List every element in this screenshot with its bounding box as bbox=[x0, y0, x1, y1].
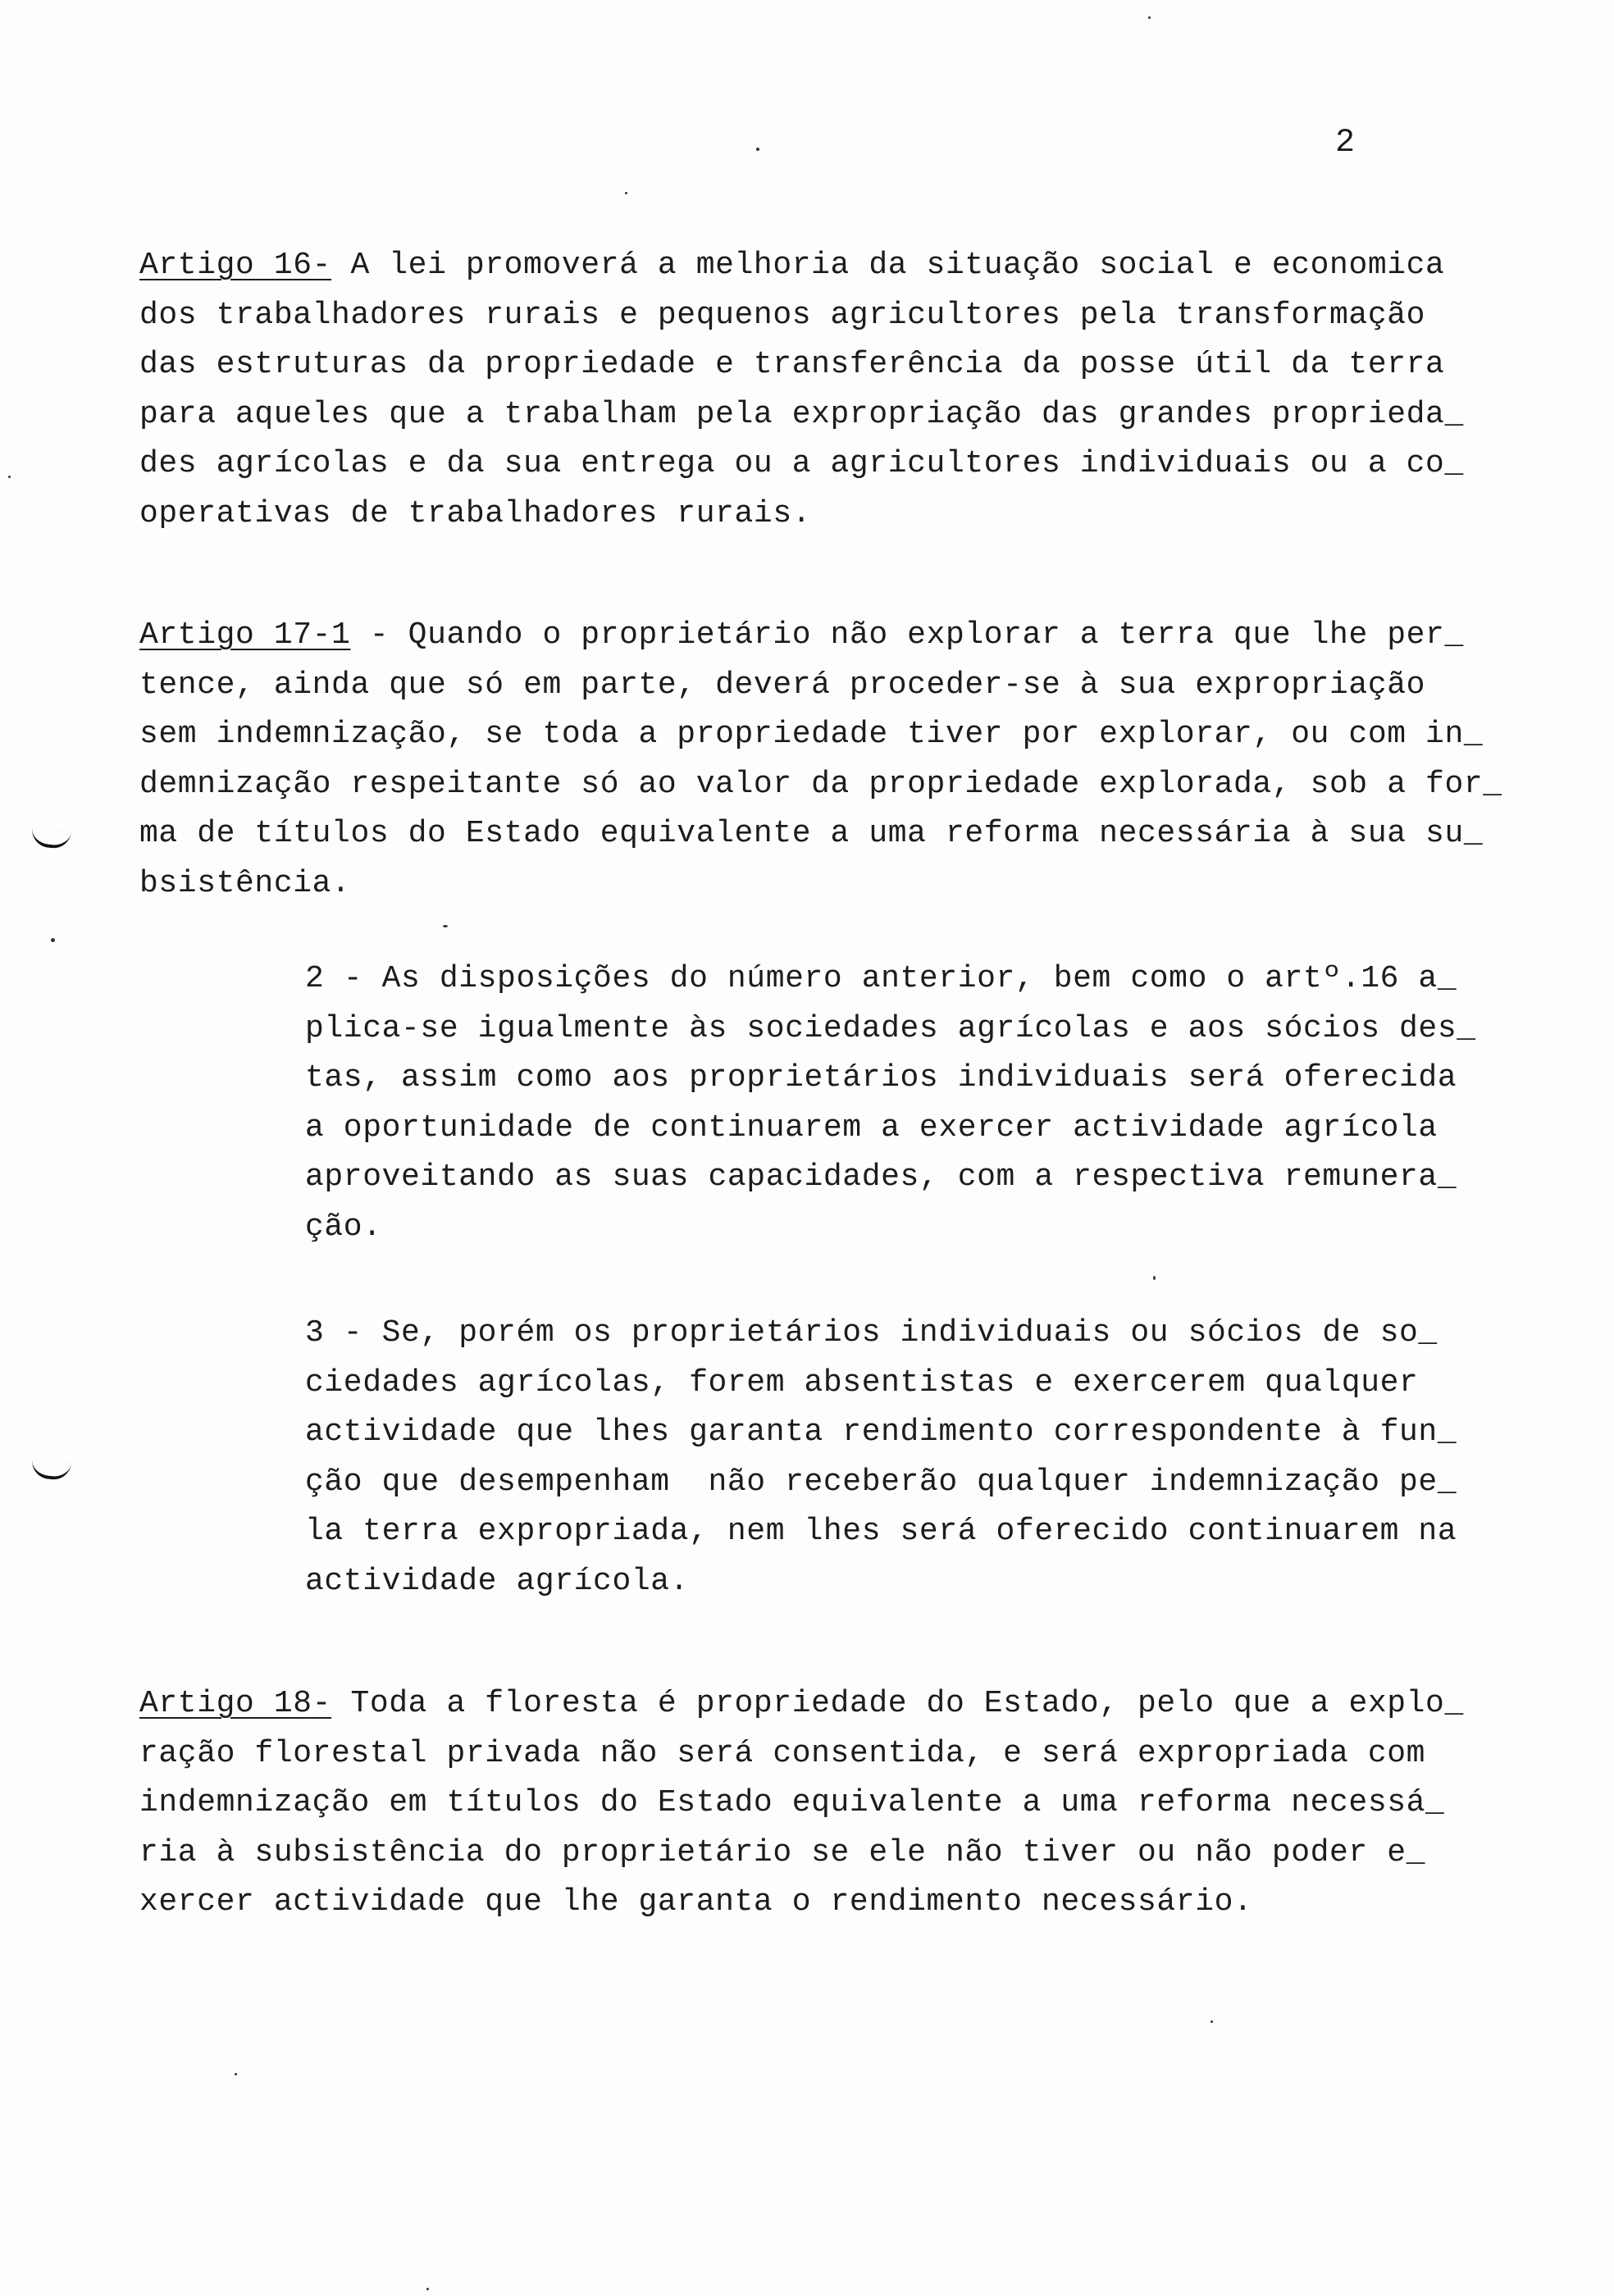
scan-speck bbox=[625, 192, 627, 194]
paragraph-3-line: ção que desempenham não receberão qualquer indemnização pe_ bbox=[305, 1464, 1457, 1500]
article-16-line: operativas de trabalhadores rurais. bbox=[139, 495, 812, 531]
article-18-line: ração florestal privada não será consentida, e será expropriada com bbox=[139, 1735, 1426, 1771]
article-18-line: ria à subsistência do proprietário se ele não tiver ou não poder e_ bbox=[139, 1834, 1426, 1870]
article-17-heading: Artigo 17-1 bbox=[139, 617, 351, 653]
article-17-paragraph-3 bbox=[305, 1309, 1568, 1606]
scan-speck bbox=[426, 2288, 429, 2290]
paragraph-2-line: tas, assim como aos proprietários individuais será oferecida bbox=[305, 1060, 1457, 1096]
article-17-first-line-text: - Quando o proprietário não explorar a terra que lhe per_ bbox=[350, 617, 1464, 653]
paragraph-3-line: 3 - Se, porém os proprietários individuais ou sócios de so_ bbox=[305, 1315, 1438, 1351]
article-17-line: bsistência. bbox=[139, 865, 351, 901]
paragraph-2-line: plica-se igualmente às sociedades agrícolas e aos sócios des_ bbox=[305, 1010, 1476, 1046]
article-16-first-line bbox=[139, 241, 1566, 291]
article-16-line: para aqueles que a trabalham pela expropriação das grandes proprieda_ bbox=[139, 396, 1464, 432]
article-16 bbox=[139, 241, 1566, 539]
article-16-line: dos trabalhadores rurais e pequenos agricultores pela transformação bbox=[139, 297, 1426, 333]
paragraph-3-line: actividade agrícola. bbox=[305, 1563, 690, 1599]
article-18-line: xercer actividade que lhe garanta o rendimento necessário. bbox=[139, 1884, 1253, 1920]
article-18-heading: Artigo 18- bbox=[139, 1686, 332, 1721]
article-18 bbox=[139, 1679, 1566, 1928]
scan-speck bbox=[51, 938, 55, 942]
scan-speck bbox=[8, 476, 11, 478]
article-18-line: indemnização em títulos do Estado equivalente a uma reforma necessá_ bbox=[139, 1785, 1445, 1820]
paragraph-3-line: la terra expropriada, nem lhes será oferecido continuarem na bbox=[305, 1514, 1457, 1549]
article-17-line: ma de títulos do Estado equivalente a uma reforma necessária à sua su_ bbox=[139, 816, 1484, 851]
paragraph-2-line: ção. bbox=[305, 1209, 382, 1245]
paragraph-2-line: 2 - As disposições do número anterior, bem como o artº.16 a_ bbox=[305, 961, 1457, 996]
margin-check-mark bbox=[30, 828, 71, 850]
scan-speck bbox=[1210, 2020, 1213, 2023]
margin-check-mark bbox=[30, 1460, 71, 1482]
article-16-line: des agrícolas e da sua entrega ou a agricultores individuais ou a co_ bbox=[139, 446, 1464, 481]
scan-speck bbox=[756, 148, 759, 151]
scan-speck bbox=[1148, 16, 1151, 19]
article-17-paragraph-2 bbox=[305, 954, 1568, 1252]
paragraph-3-line: ciedades agrícolas, forem absentistas e exercerem qualquer bbox=[305, 1364, 1419, 1401]
paragraph-2-line: a oportunidade de continuarem a exercer actividade agrícola bbox=[305, 1109, 1438, 1146]
scan-speck bbox=[443, 925, 448, 927]
paragraph-3-line: actividade que lhes garanta rendimento correspondente à fun_ bbox=[305, 1414, 1457, 1450]
article-17-line: tence, ainda que só em parte, deverá proceder-se à sua expropriação bbox=[139, 667, 1426, 703]
article-17-first-line bbox=[139, 611, 1566, 661]
page-number: 2 bbox=[1335, 125, 1356, 162]
article-16-heading: Artigo 16- bbox=[139, 248, 332, 283]
article-16-first-line-text: A lei promoverá a melhoria da situação social e economica bbox=[331, 248, 1445, 283]
article-18-first-line bbox=[139, 1679, 1566, 1729]
article-17-line: sem indemnização, se toda a propriedade tiver por explorar, ou com in_ bbox=[139, 717, 1484, 752]
article-17-line: demnização respeitante só ao valor da propriedade explorada, sob a for_ bbox=[139, 766, 1502, 802]
article-17 bbox=[139, 611, 1566, 909]
article-16-line: das estruturas da propriedade e transferência da posse útil da terra bbox=[139, 347, 1445, 382]
paragraph-2-line: aproveitando as suas capacidades, com a respectiva remunera_ bbox=[305, 1159, 1457, 1195]
scan-speck bbox=[235, 2073, 237, 2075]
scan-speck bbox=[1153, 1276, 1156, 1280]
article-18-first-line-text: Toda a floresta é propriedade do Estado, pelo que a explo_ bbox=[331, 1686, 1464, 1721]
